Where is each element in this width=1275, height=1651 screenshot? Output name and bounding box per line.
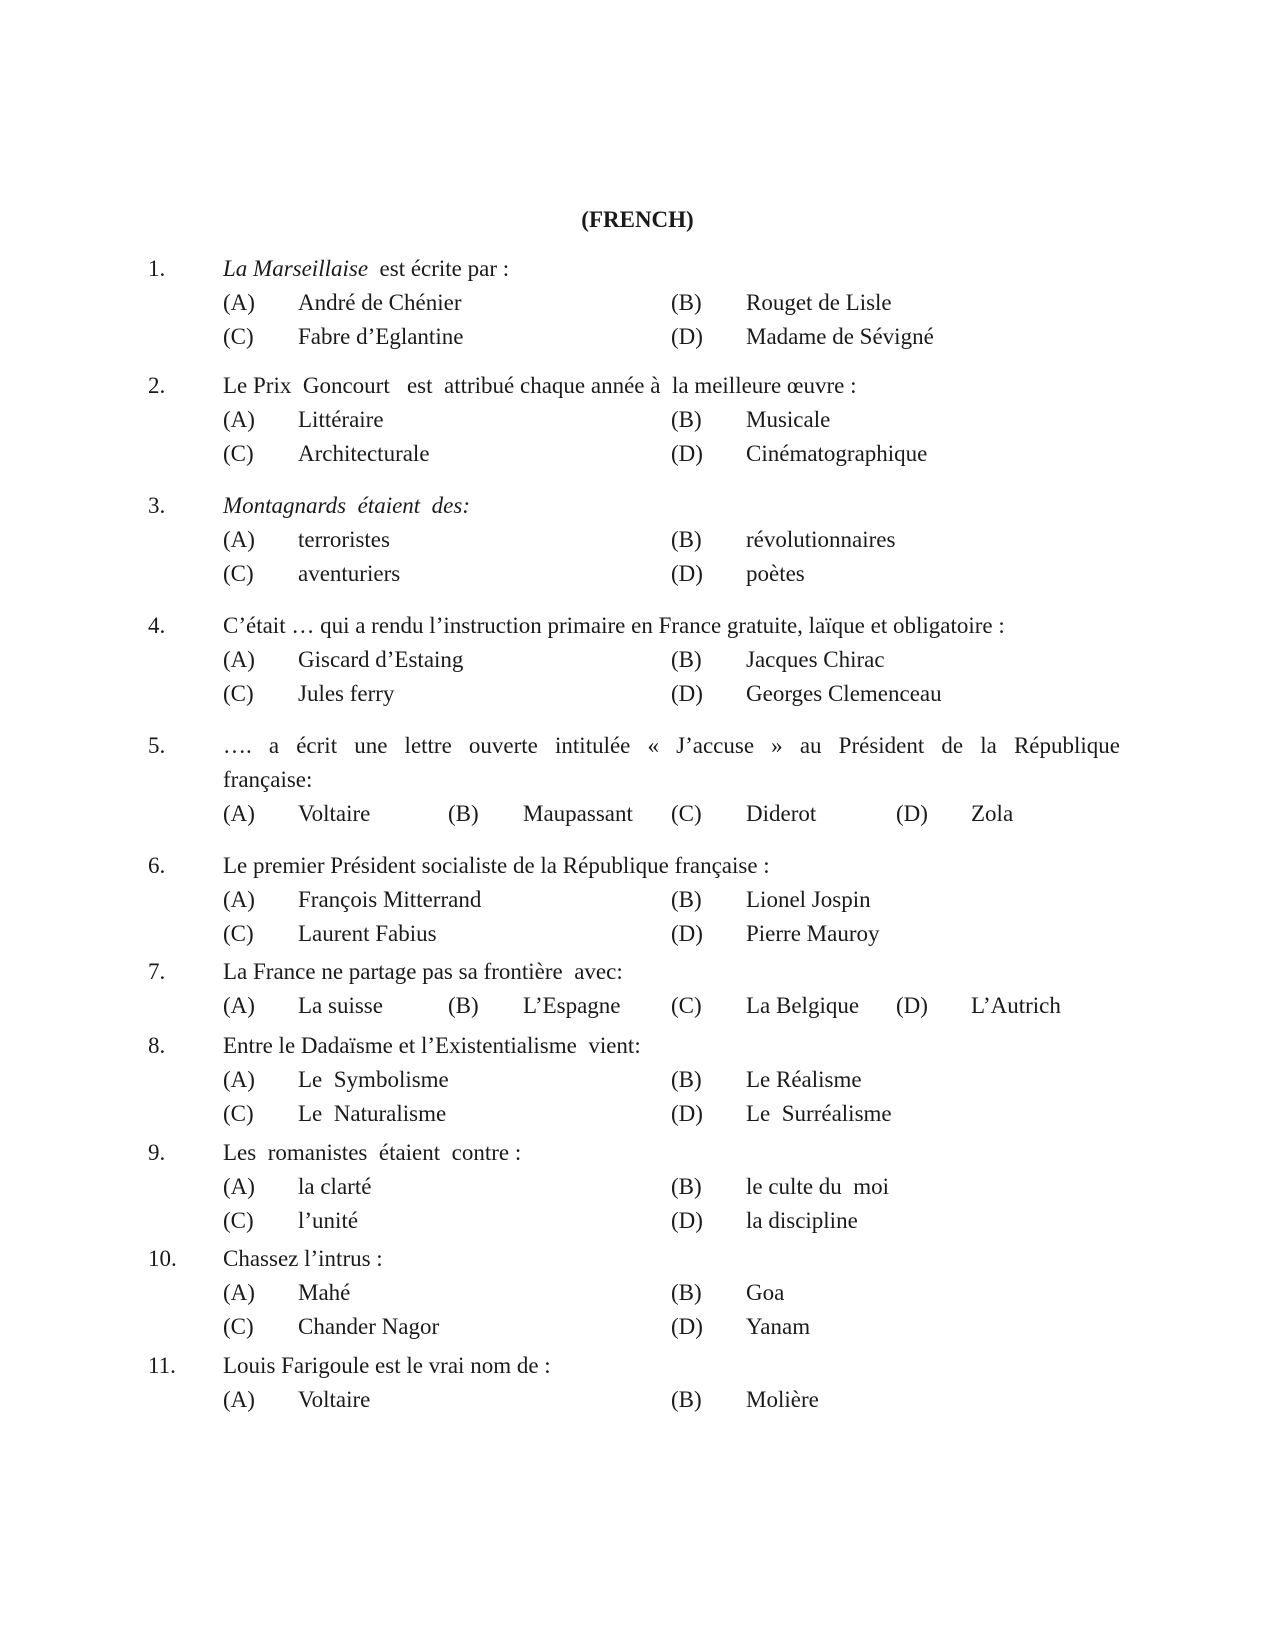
option-text: Yanam xyxy=(746,1314,811,1339)
option-label: (B) xyxy=(671,1280,702,1305)
question-stem: Les romanistes étaient contre : xyxy=(223,1140,522,1165)
option-label: (A) xyxy=(223,887,255,912)
option-text: Littéraire xyxy=(298,407,384,432)
option-label: (A) xyxy=(223,1174,255,1199)
option-text: Diderot xyxy=(746,801,817,826)
option-label: (A) xyxy=(223,527,255,552)
option-label: (C) xyxy=(223,1314,254,1339)
option-text: La suisse xyxy=(298,993,383,1018)
question-number: 3. xyxy=(148,493,166,518)
option-text: Musicale xyxy=(746,407,831,432)
option-label: (D) xyxy=(671,1101,703,1126)
option-label: (A) xyxy=(223,647,255,672)
question-stem xyxy=(223,252,509,286)
question-number: 5. xyxy=(148,733,166,758)
question-stem-line-1: …. a écrit une lettre ouverte intitulée « J’accuse » au Président de la République xyxy=(223,733,1120,758)
option-text: François Mitterrand xyxy=(298,887,482,912)
question-8 xyxy=(148,1029,1128,1131)
option-label: (A) xyxy=(223,290,255,315)
question-number: 1. xyxy=(148,256,166,281)
option-text: Architecturale xyxy=(298,441,430,466)
option-label: (C) xyxy=(223,561,254,586)
option-text: Georges Clemenceau xyxy=(746,681,942,706)
option-label: (A) xyxy=(223,1280,255,1305)
option-label: (C) xyxy=(223,681,254,706)
option-text: poètes xyxy=(746,561,805,586)
question-number: 7. xyxy=(148,959,166,984)
question-4 xyxy=(148,609,1128,711)
option-text: la clarté xyxy=(298,1174,372,1199)
stem-italic: Montagnards étaient des: xyxy=(223,493,471,518)
option-label: (B) xyxy=(448,993,479,1018)
option-text: Le Symbolisme xyxy=(298,1067,449,1092)
option-label: (D) xyxy=(671,1208,703,1233)
question-number: 6. xyxy=(148,853,166,878)
option-label: (C) xyxy=(671,801,702,826)
option-text: Fabre d’Eglantine xyxy=(298,324,464,349)
option-label: (C) xyxy=(223,921,254,946)
option-label: (A) xyxy=(223,1387,255,1412)
option-text: Lionel Jospin xyxy=(746,887,871,912)
option-label: (C) xyxy=(671,993,702,1018)
option-label: (A) xyxy=(223,407,255,432)
option-text: Madame de Sévigné xyxy=(746,324,934,349)
question-stem: Le premier Président socialiste de la République française : xyxy=(223,853,770,878)
question-number: 11. xyxy=(148,1353,176,1378)
question-number: 4. xyxy=(148,613,166,638)
option-text: Rouget de Lisle xyxy=(746,290,892,315)
question-stem: Louis Farigoule est le vrai nom de : xyxy=(223,1353,551,1378)
option-label: (B) xyxy=(671,1387,702,1412)
question-stem: Entre le Dadaïsme et l’Existentialisme vient: xyxy=(223,1033,641,1058)
option-label: (D) xyxy=(671,681,703,706)
question-number: 10. xyxy=(148,1246,177,1271)
stem-rest: est écrite par : xyxy=(368,256,510,281)
stem-italic: La Marseillaise xyxy=(223,256,369,281)
option-text: révolutionnaires xyxy=(746,527,896,552)
option-label: (B) xyxy=(671,1067,702,1092)
option-text: Goa xyxy=(746,1280,785,1305)
option-label: (D) xyxy=(671,921,703,946)
option-label: (D) xyxy=(671,324,703,349)
question-11 xyxy=(148,1349,1128,1417)
question-7 xyxy=(148,955,1128,1023)
option-text: Laurent Fabius xyxy=(298,921,437,946)
option-text: Jacques Chirac xyxy=(746,647,885,672)
option-text: Voltaire xyxy=(298,1387,371,1412)
question-3 xyxy=(148,489,1128,591)
option-label: (B) xyxy=(671,1174,702,1199)
option-text: Jules ferry xyxy=(298,681,395,706)
question-stem-line-2: française: xyxy=(223,767,313,792)
option-text: La Belgique xyxy=(746,993,860,1018)
question-number: 2. xyxy=(148,373,166,398)
option-label: (B) xyxy=(671,407,702,432)
option-text: aventuriers xyxy=(298,561,401,586)
option-text: le culte du moi xyxy=(746,1174,890,1199)
option-text: la discipline xyxy=(746,1208,858,1233)
question-5 xyxy=(148,729,1128,831)
page-title: (FRENCH) xyxy=(581,207,694,232)
option-text: L’Autrich xyxy=(971,993,1061,1018)
question-6 xyxy=(148,849,1128,951)
option-label: (C) xyxy=(223,324,254,349)
option-text: Maupassant xyxy=(523,801,633,826)
option-text: Chander Nagor xyxy=(298,1314,440,1339)
question-stem: Chassez l’intrus : xyxy=(223,1246,383,1271)
option-label: (C) xyxy=(223,1101,254,1126)
option-text: Zola xyxy=(971,801,1014,826)
question-stem: Le Prix Goncourt est attribué chaque année à la meilleure œuvre : xyxy=(223,373,857,398)
option-text: Le Réalisme xyxy=(746,1067,862,1092)
option-text: Pierre Mauroy xyxy=(746,921,880,946)
option-text: André de Chénier xyxy=(298,290,462,315)
option-text: Mahé xyxy=(298,1280,351,1305)
option-text: l’unité xyxy=(298,1208,359,1233)
option-label: (B) xyxy=(671,527,702,552)
question-2 xyxy=(148,369,1128,471)
question-number: 9. xyxy=(148,1140,166,1165)
option-text: Le Surréalisme xyxy=(746,1101,892,1126)
question-stem: La France ne partage pas sa frontière avec: xyxy=(223,959,623,984)
option-label: (D) xyxy=(671,441,703,466)
option-text: terroristes xyxy=(298,527,390,552)
option-label: (D) xyxy=(896,801,928,826)
option-label: (D) xyxy=(671,1314,703,1339)
option-label: (A) xyxy=(223,801,255,826)
option-label: (C) xyxy=(223,1208,254,1233)
option-label: (D) xyxy=(896,993,928,1018)
question-9 xyxy=(148,1136,1128,1238)
question-10 xyxy=(148,1242,1128,1344)
option-label: (B) xyxy=(448,801,479,826)
option-label: (B) xyxy=(671,887,702,912)
option-label: (C) xyxy=(223,441,254,466)
option-text: Molière xyxy=(746,1387,819,1412)
question-number: 8. xyxy=(148,1033,166,1058)
option-label: (B) xyxy=(671,647,702,672)
question-1 xyxy=(148,252,1128,354)
option-text: Cinématographique xyxy=(746,441,928,466)
option-label: (B) xyxy=(671,290,702,315)
option-text: Giscard d’Estaing xyxy=(298,647,464,672)
option-label: (A) xyxy=(223,1067,255,1092)
question-stem: C’était … qui a rendu l’instruction primaire en France gratuite, laïque et obligatoire : xyxy=(223,613,1005,638)
option-label: (A) xyxy=(223,993,255,1018)
option-label: (D) xyxy=(671,561,703,586)
question-stem xyxy=(223,489,470,523)
option-text: L’Espagne xyxy=(523,993,621,1018)
option-text: Le Naturalisme xyxy=(298,1101,447,1126)
option-text: Voltaire xyxy=(298,801,371,826)
